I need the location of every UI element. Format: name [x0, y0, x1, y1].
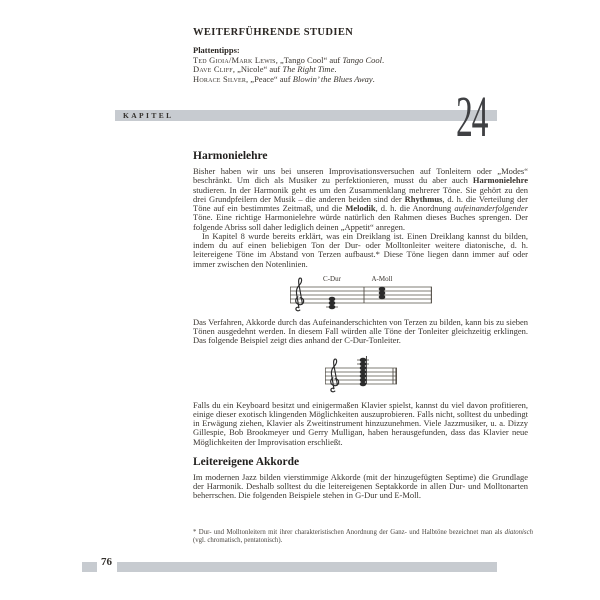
- music-example-stacked-thirds: [321, 350, 401, 398]
- chord-a-moll: [378, 286, 385, 299]
- paragraph: Das Verfahren, Akkorde durch das Aufeinanderschichten von Terzen zu bilden, kann bis zu sieben Tönen ausgedehnt werden. In diesem Fall würden alle Töne der Tonleiter gleichzeitig erklingen. Das folgende Beispiel zeigt dies anhand der C-Dur-Tonleiter.: [193, 316, 528, 346]
- section-heading-leitereigene-akkorde: Leitereigene Akkorde: [193, 455, 300, 468]
- footnote: * Dur- und Molltonleitern mit ihrer charakteristischen Anordnung der Ganz- und Halbtöne bezeichnet man als diatonisch (vgl. chromatisch, pentatonisch).: [193, 529, 533, 545]
- record-tip-line: Horace Silver, „Peace“ auf Blowin’ the Blues Away.: [193, 73, 375, 84]
- footer-ornament-square: [82, 562, 97, 572]
- footer-bar: [117, 562, 497, 572]
- chapter-bar: [115, 110, 497, 121]
- treble-clef-icon: [330, 359, 338, 392]
- page-number: 76: [101, 556, 112, 568]
- chord-label-a-moll: A-Moll: [371, 274, 392, 283]
- further-studies-block: [193, 27, 533, 84]
- music-example-triads: [286, 273, 436, 315]
- paragraph: Falls du ein Keyboard besitzt und einigermaßen Klavier spielst, kannst du viel davon profitieren, einige dieser exotisch klingenden Möglichkeiten auszuprobieren. Falls nicht, solltest du unbedingt in Erwägung ziehen, Klavier als Zweitinstrument hinzuzunehmen. Viele Jazzmusiker, u. a. Dizzy Gillespie, Bob Brookmeyer und Gerry Mulligan, haben herausgefunden, dass das Klavier neue Möglichkeiten der Improvisation erschließt.: [193, 399, 528, 447]
- paragraph: Im modernen Jazz bilden vierstimmige Akkorde (mit der hinzugefügten Septime) die Grundlage der Harmonik. Deshalb solltest du die leitereigenen Septakkorde in allen Dur- und Molltonarten beherrschen. Die folgenden Beispiele stehen in G-Dur und E-Moll.: [193, 471, 528, 501]
- treble-clef-icon: [295, 278, 303, 311]
- section-heading-harmonielehre: Harmonielehre: [193, 150, 268, 162]
- record-tip-line: Dave Cliff, „Nicole“ auf The Right Time.: [193, 64, 337, 75]
- chapter-number: 24: [456, 84, 488, 149]
- record-tips-label: Plattentipps:: [193, 45, 240, 55]
- paragraph: Bisher haben wir uns bei unseren Improvisationsversuchen auf Tonleitern oder „Modes“ beschränkt. Um dich als Musiker zu perfektionieren, musst du aber auch Harmonielehre studieren. In der Harmonik geht es um den Zusammenklang mehrerer Töne. Sie gehört zu den drei Grundpfeilern der Musik – die anderen beiden sind der Rhythmus, d. h. die Verteilung der Töne auf ein bestimmtes Zeitmaß, und die Melodik, d. h. die Anordnung aufeinanderfolgender Töne. Eine richtige Harmonielehre würde natürlich den Rahmen dieses Buches sprengen. Der folgende Abriss soll daher lediglich deinen „Appetit“ anregen.: [193, 166, 528, 232]
- chapter-bar-label: KAPITEL: [123, 111, 174, 120]
- further-studies-title: WEITERFÜHRENDE STUDIEN: [193, 27, 354, 38]
- record-tip-line: Ted Gioia/Mark Lewis, „Tango Cool“ auf Tango Cool.: [193, 55, 385, 65]
- chord-label-c-dur: C-Dur: [322, 274, 341, 283]
- chord-stacked-thirds: [357, 356, 369, 386]
- paragraph: In Kapitel 8 wurde bereits erklärt, was ein Dreiklang ist. Einen Dreiklang kannst du bilden, indem du auf einen beliebigen Ton der Dur- oder Molltonleiter weitere diatonische, d. h. leitereigene Töne im Abstand von Terzen aufbaust.* Diese Töne liegen dann immer auf oder immer zwischen den Notenlinien.: [193, 230, 528, 269]
- staff-lines: [290, 287, 432, 303]
- main-text-column: [193, 150, 528, 501]
